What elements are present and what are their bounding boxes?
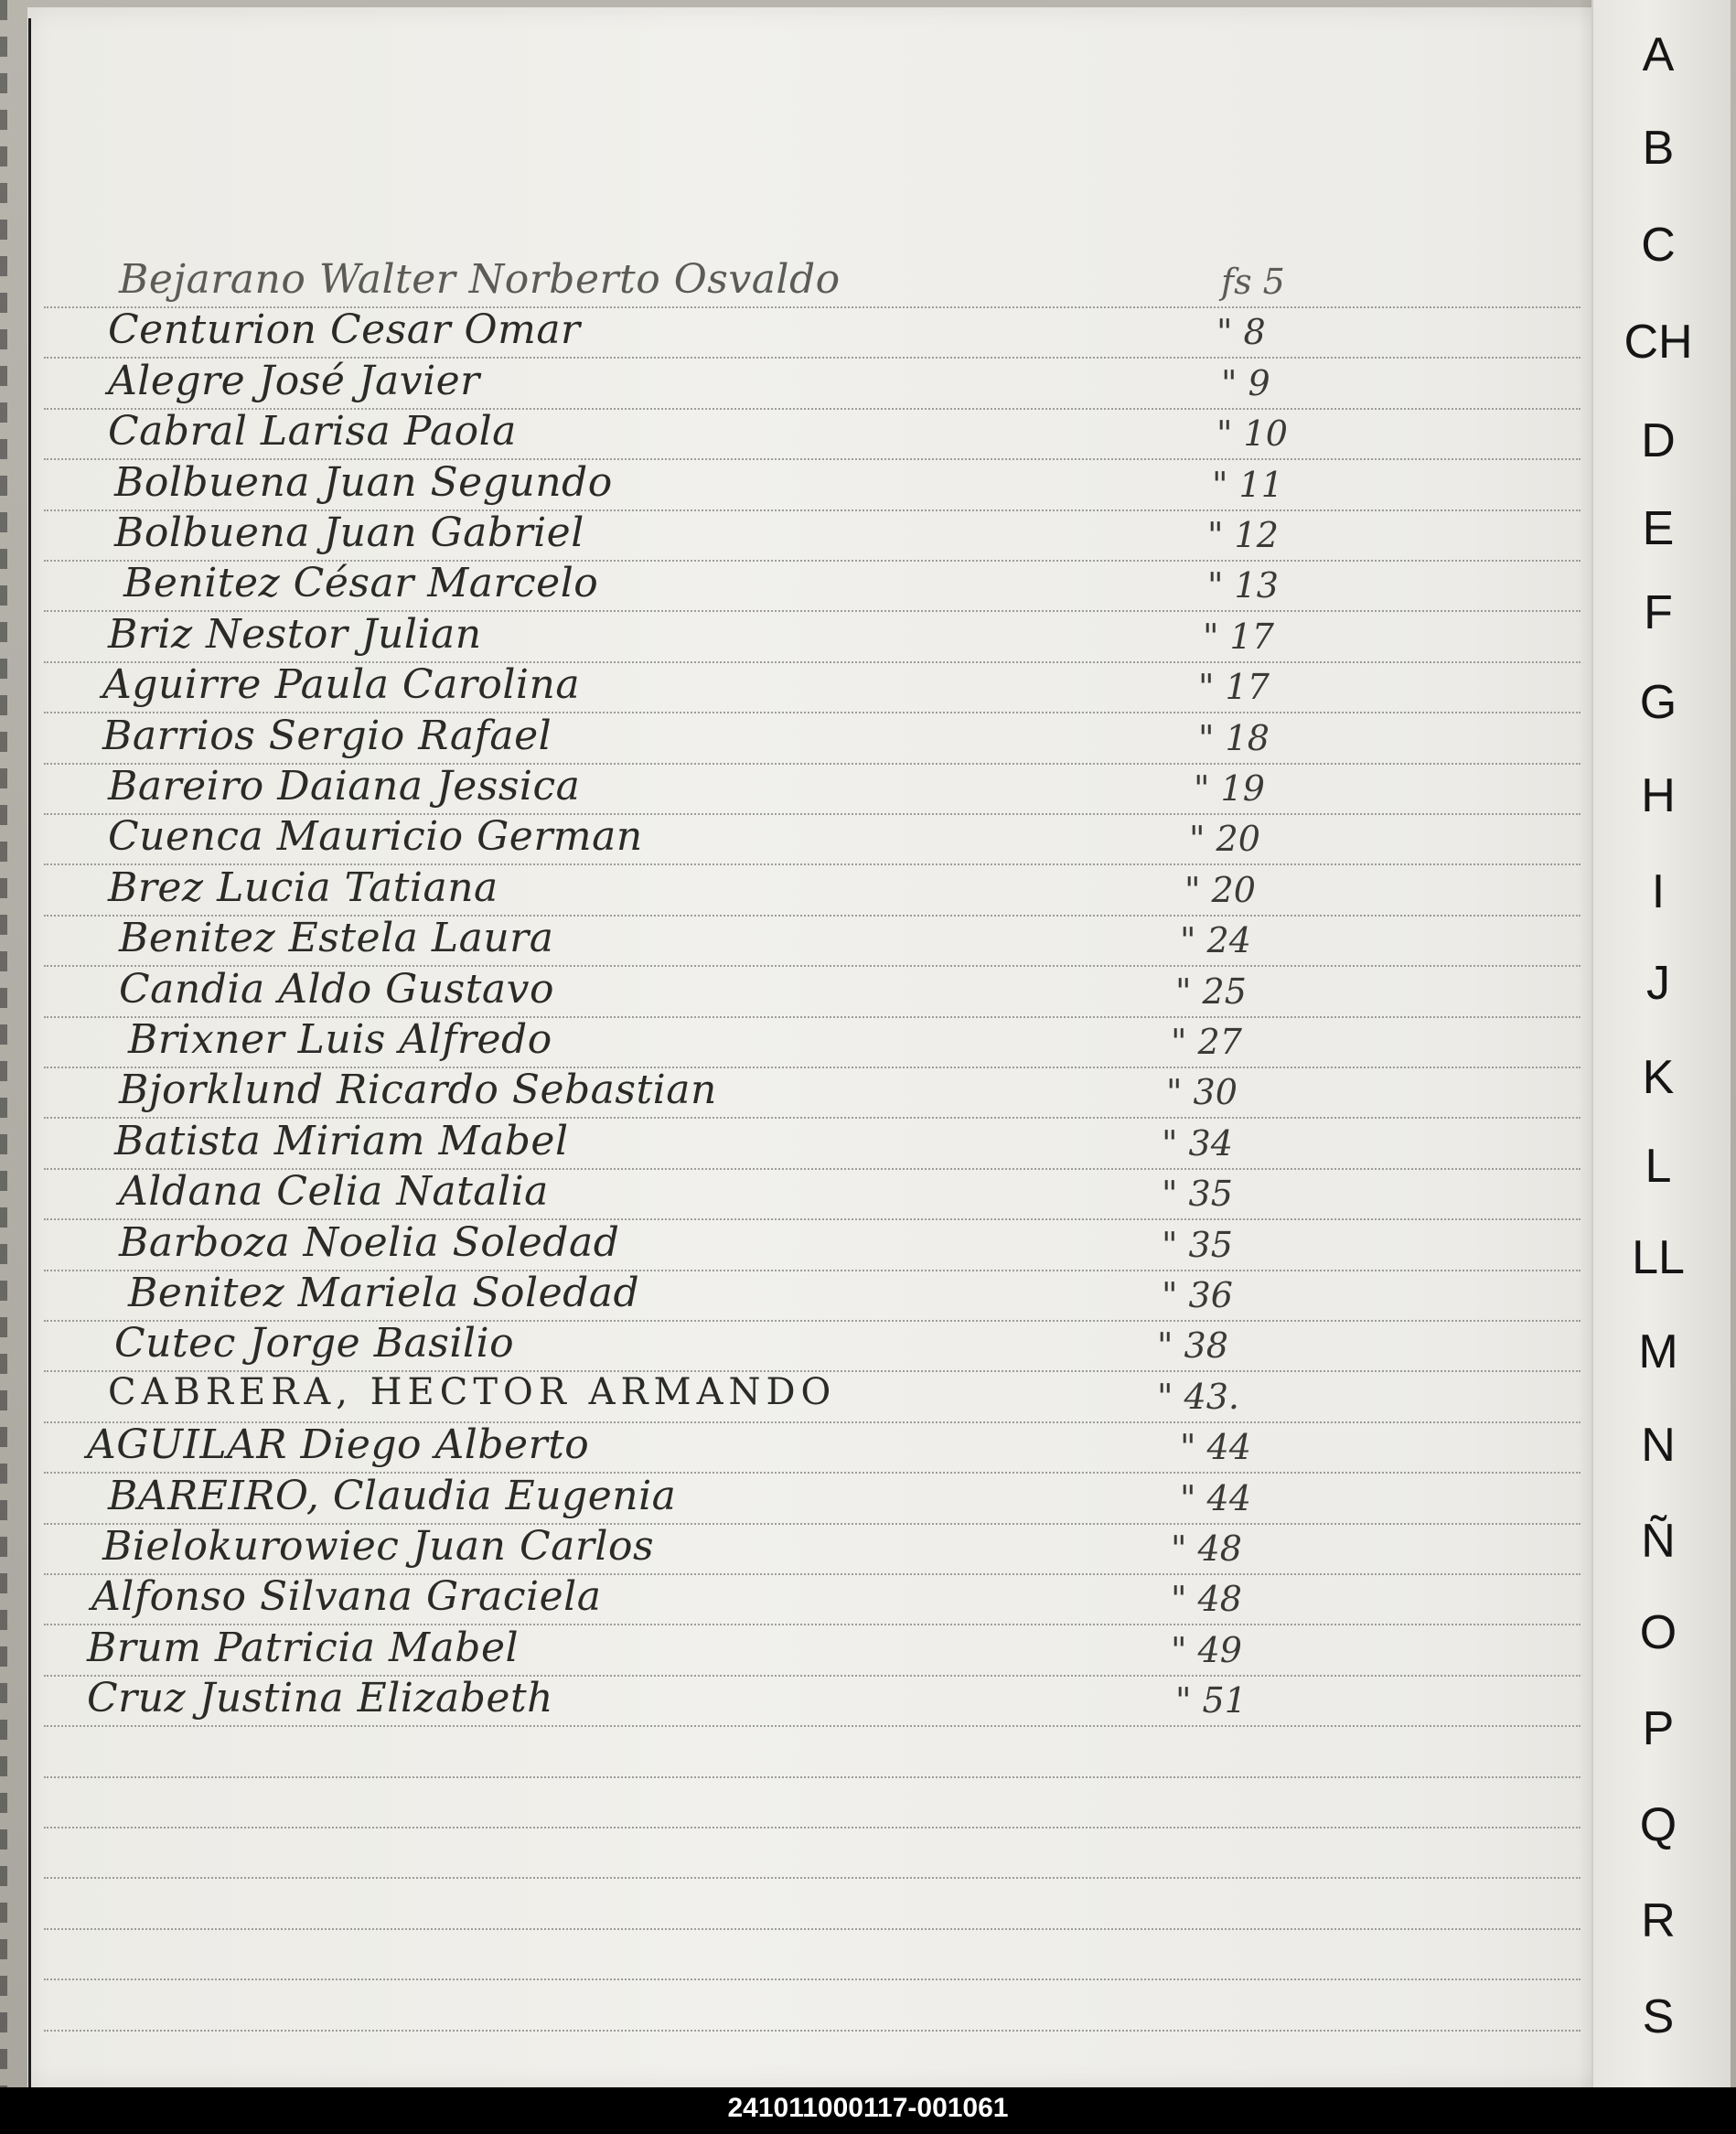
index-tab-letter[interactable]: M <box>1638 1325 1678 1378</box>
entry-folio: " 34 <box>1162 1122 1233 1164</box>
page-margin-line <box>28 18 31 2087</box>
entry-name: Bjorklund Ricardo Sebastian <box>119 1067 717 1114</box>
entry-name: Alfonso Silvana Graciela <box>91 1573 602 1621</box>
index-tab-letter[interactable]: F <box>1644 586 1673 639</box>
alphabet-index-strip <box>1591 0 1731 2087</box>
index-tab-letter[interactable]: Q <box>1639 1798 1677 1851</box>
index-tab-letter[interactable]: D <box>1641 414 1676 467</box>
entry-folio: " 20 <box>1189 819 1260 860</box>
entry-folio: " 25 <box>1175 970 1247 1012</box>
index-tab-letter[interactable]: R <box>1641 1894 1676 1947</box>
entry-name: Cutec Jorge Basilio <box>114 1320 515 1367</box>
entry-folio: " 49 <box>1171 1629 1242 1670</box>
index-tab-letter[interactable]: P <box>1642 1702 1675 1755</box>
entry-name: Barrios Sergio Rafael <box>102 712 552 759</box>
ruled-line <box>44 1776 1581 1778</box>
index-tab-letter[interactable]: J <box>1646 957 1670 1010</box>
entry-name: Batista Miriam Mabel <box>114 1117 569 1164</box>
entry-folio: " 51 <box>1175 1680 1247 1721</box>
entry-folio: " 44 <box>1180 1427 1251 1468</box>
entry-name: Bielokurowiec Juan Carlos <box>102 1523 655 1570</box>
entry-folio: " 20 <box>1184 869 1256 910</box>
entry-name: Cuenca Mauricio German <box>108 813 643 861</box>
entry-folio: " 17 <box>1198 667 1270 708</box>
index-tab-letter[interactable]: Ñ <box>1641 1515 1676 1568</box>
index-tab-letter[interactable]: N <box>1641 1419 1676 1472</box>
ruled-line <box>44 1725 1581 1727</box>
index-tab-letter[interactable]: G <box>1639 676 1677 729</box>
entry-name: Bareiro Daiana Jessica <box>108 763 581 810</box>
entry-name: Benitez César Marcelo <box>123 560 599 607</box>
index-tab-letter[interactable]: LL <box>1632 1231 1685 1284</box>
entry-name: Benitez Estela Laura <box>119 915 554 962</box>
entry-name: Centurion Cesar Omar <box>108 306 581 354</box>
entry-folio: " 18 <box>1198 717 1270 758</box>
entry-folio: " 44 <box>1180 1477 1251 1518</box>
entry-folio: " 10 <box>1216 413 1288 455</box>
entry-name: Cruz Justina Elizabeth <box>87 1675 553 1722</box>
index-tab-letter[interactable]: L <box>1645 1140 1672 1193</box>
entry-name: Bolbuena Juan Gabriel <box>114 509 584 556</box>
index-tab-letter[interactable]: H <box>1641 769 1676 822</box>
entry-folio: " 27 <box>1171 1022 1242 1062</box>
entry-folio: " 17 <box>1203 616 1274 657</box>
entry-name: Candia Aldo Gustavo <box>119 965 555 1013</box>
entry-name: Briz Nestor Julian <box>108 610 482 658</box>
entry-name: Brixner Luis Alfredo <box>128 1016 552 1063</box>
entry-folio: " 35 <box>1162 1224 1233 1265</box>
index-tab-letter[interactable]: B <box>1642 122 1675 175</box>
entry-folio: " 24 <box>1180 920 1251 961</box>
ruled-line <box>44 1827 1581 1828</box>
index-tab-letter[interactable]: O <box>1639 1606 1677 1659</box>
entry-folio: " 19 <box>1194 768 1265 809</box>
entry-folio: " 43. <box>1157 1376 1239 1417</box>
entry-name: Bejarano Walter Norberto Osvaldo <box>119 256 841 303</box>
entry-folio: " 30 <box>1166 1072 1238 1113</box>
entry-name: AGUILAR Diego Alberto <box>87 1421 590 1469</box>
entry-name: Bolbuena Juan Segundo <box>114 458 613 506</box>
entry-name: Alegre José Javier <box>108 357 480 404</box>
index-tab-letter[interactable]: C <box>1641 219 1676 272</box>
entry-name: Brum Patricia Mabel <box>87 1624 520 1671</box>
entry-folio: " 35 <box>1162 1174 1233 1215</box>
entry-name: Aguirre Paula Carolina <box>102 661 581 709</box>
index-tab-letter[interactable]: S <box>1642 1990 1675 2043</box>
entry-folio: " 12 <box>1207 515 1279 555</box>
index-tab-letter[interactable]: A <box>1642 28 1675 81</box>
ruled-line <box>44 1979 1581 1980</box>
entry-name: Aldana Celia Natalia <box>119 1168 549 1216</box>
entry-name: Brez Lucia Tatiana <box>108 863 498 911</box>
entry-folio: " 38 <box>1157 1325 1228 1367</box>
entry-folio: " 11 <box>1212 464 1283 505</box>
index-tab-letter[interactable]: I <box>1651 865 1666 918</box>
page-binding-edge <box>0 0 7 2087</box>
index-tab-letter[interactable]: E <box>1642 502 1675 555</box>
entry-name: Benitez Mariela Soledad <box>128 1270 640 1316</box>
entry-folio: " 48 <box>1171 1579 1242 1620</box>
entry-name: Cabral Larisa Paola <box>108 408 517 456</box>
index-tab-letter[interactable]: K <box>1642 1051 1675 1104</box>
entry-name: Barboza Noelia Soledad <box>119 1218 620 1266</box>
entry-name: CABRERA, HECTOR ARMANDO <box>108 1370 837 1413</box>
entry-folio: " 48 <box>1171 1528 1242 1569</box>
entry-folio: " 36 <box>1162 1275 1233 1315</box>
entry-name: BAREIRO, Claudia Eugenia <box>108 1472 677 1519</box>
entry-folio: " 8 <box>1216 312 1266 353</box>
ruled-line <box>44 1877 1581 1879</box>
ruled-line <box>44 2030 1581 2032</box>
footer-caption: 241011000117-001061 <box>727 2093 1009 2123</box>
index-tab-letter[interactable]: CH <box>1623 316 1693 369</box>
ruled-line <box>44 1928 1581 1930</box>
entry-folio: " 9 <box>1221 362 1270 403</box>
entry-folio: " 13 <box>1207 565 1279 606</box>
index-strip-shadow <box>1578 0 1591 2087</box>
entry-folio: fs 5 <box>1221 262 1285 302</box>
